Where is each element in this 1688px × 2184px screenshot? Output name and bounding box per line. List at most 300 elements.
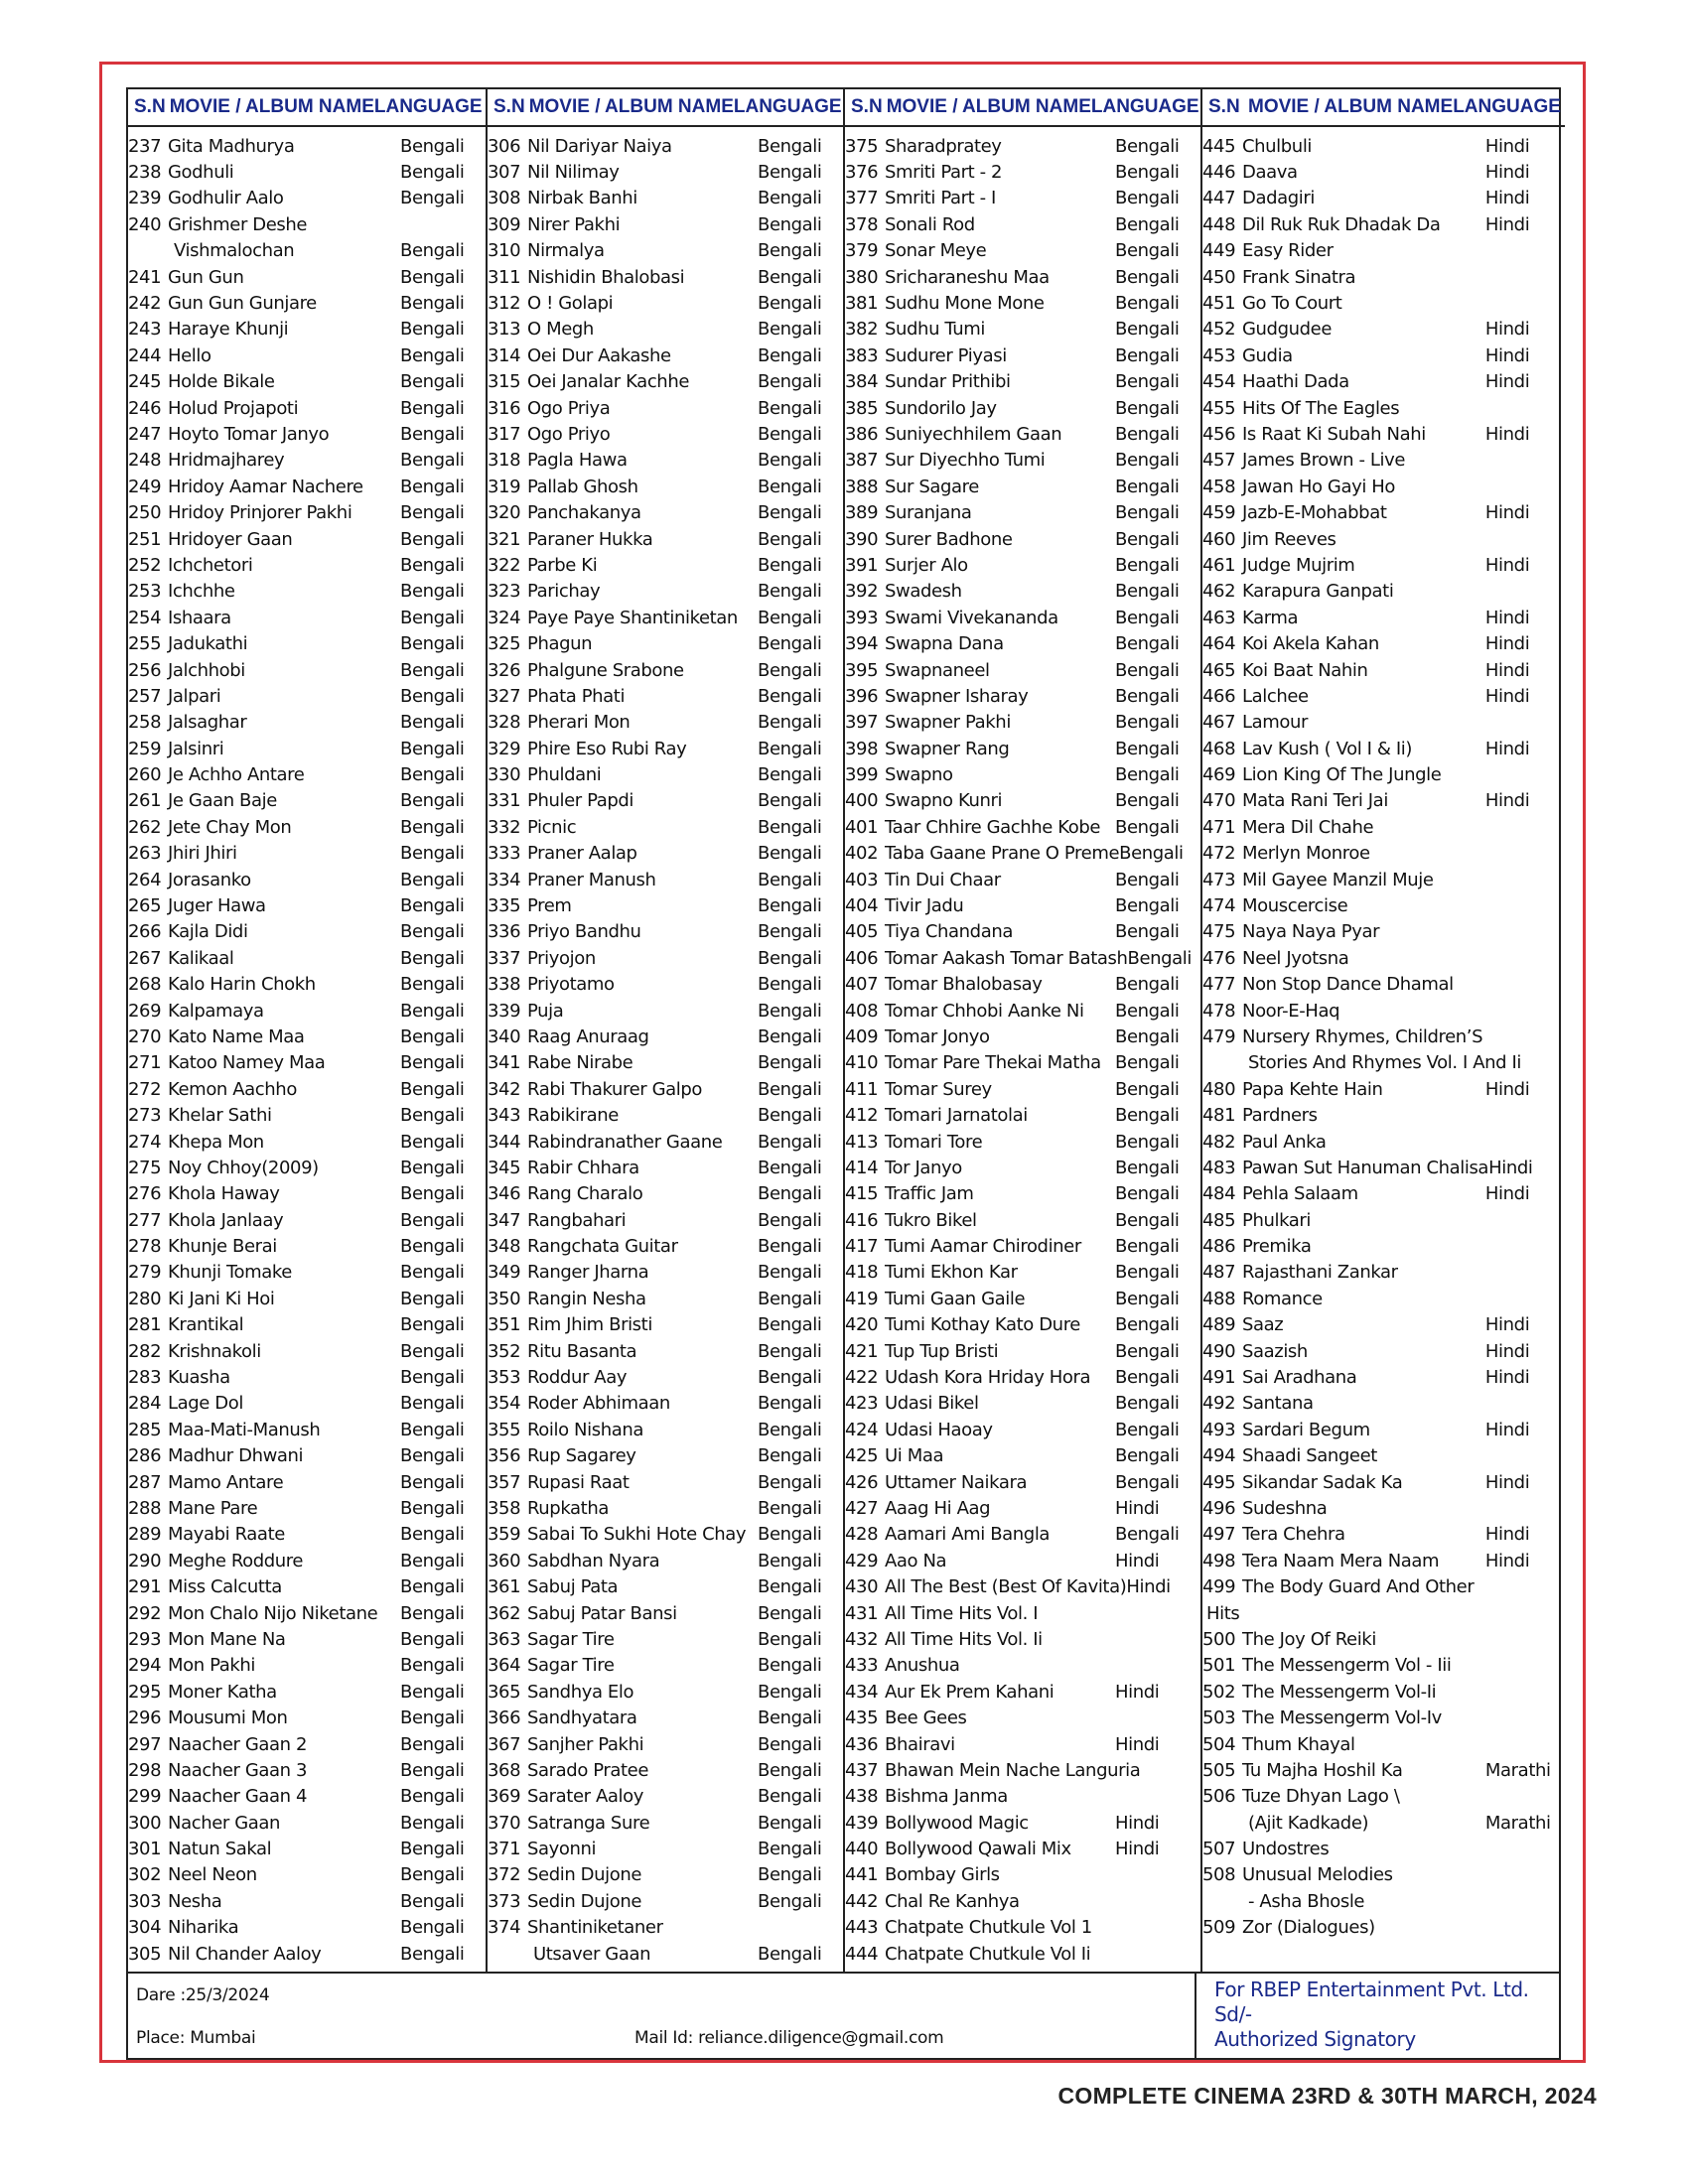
album-name: Go To Court bbox=[1242, 293, 1342, 315]
table-row bbox=[488, 579, 843, 605]
album-name: Aamari Ami Bangla bbox=[885, 1524, 1051, 1546]
column-header bbox=[845, 89, 1200, 127]
serial-number: 458 bbox=[1202, 476, 1236, 497]
table-row bbox=[128, 1233, 486, 1259]
serial-number: 336 bbox=[488, 921, 521, 943]
language: Bengali bbox=[400, 1078, 465, 1100]
serial-number: 389 bbox=[845, 502, 879, 524]
language: Bengali bbox=[400, 1524, 465, 1546]
table-row bbox=[1202, 1076, 1565, 1102]
album-name: Swapner Isharay bbox=[885, 685, 1029, 707]
table-row bbox=[128, 1076, 486, 1102]
table-row bbox=[128, 238, 486, 264]
serial-number: 332 bbox=[488, 816, 521, 838]
serial-number: 509 bbox=[1202, 1917, 1236, 1939]
album-name: All The Best (Best Of Kavita) bbox=[885, 1576, 1127, 1598]
album-name: Gita Madhurya bbox=[168, 135, 295, 157]
language: Bengali bbox=[400, 843, 465, 865]
sd-text: Sd/- bbox=[1214, 2002, 1252, 2026]
table-row bbox=[128, 1495, 486, 1521]
table-row bbox=[488, 1836, 843, 1861]
serial-number: 437 bbox=[845, 1759, 879, 1781]
table-row bbox=[1202, 630, 1565, 656]
album-name: Zor (Dialogues) bbox=[1242, 1917, 1375, 1939]
serial-number: 507 bbox=[1202, 1839, 1236, 1860]
language: Bengali bbox=[758, 1445, 822, 1467]
serial-number: 491 bbox=[1202, 1367, 1236, 1389]
language: Bengali bbox=[400, 738, 465, 759]
album-name: Udasi Bikel bbox=[885, 1393, 979, 1415]
album-name: Rupkatha bbox=[527, 1498, 609, 1519]
language: Bengali bbox=[1115, 1288, 1180, 1309]
serial-number: 237 bbox=[128, 135, 162, 157]
table-row bbox=[1202, 395, 1565, 421]
album-name: Traffic Jam bbox=[885, 1183, 974, 1205]
table-row bbox=[128, 1626, 486, 1652]
album-name: Unusual Melodies bbox=[1242, 1864, 1393, 1886]
language: Bengali bbox=[758, 213, 822, 235]
serial-number: 456 bbox=[1202, 423, 1236, 445]
language: Hindi bbox=[1484, 188, 1530, 209]
notice-footer bbox=[126, 1974, 1561, 2060]
serial-number: 255 bbox=[128, 633, 162, 655]
table-row bbox=[1202, 133, 1565, 159]
language: Bengali bbox=[400, 1602, 465, 1624]
album-name: Jawan Ho Gayi Ho bbox=[1242, 476, 1395, 497]
language: Bengali bbox=[1115, 1471, 1180, 1493]
album-name: Sedin Dujone bbox=[527, 1864, 642, 1886]
table-row bbox=[845, 1573, 1200, 1599]
table-row bbox=[488, 1076, 843, 1102]
language: Bengali bbox=[1115, 450, 1180, 472]
serial-number: 431 bbox=[845, 1602, 879, 1624]
table-row bbox=[845, 369, 1200, 395]
language: Bengali bbox=[400, 1839, 465, 1860]
serial-number: 422 bbox=[845, 1367, 879, 1389]
serial-number: 387 bbox=[845, 450, 879, 472]
table-row bbox=[845, 317, 1200, 342]
serial-number: 393 bbox=[845, 607, 879, 628]
album-name: Bombay Girls bbox=[885, 1864, 1000, 1886]
album-name: - Asha Bhosle bbox=[1248, 1890, 1365, 1912]
serial-number: 408 bbox=[845, 1000, 879, 1022]
album-name: Udasi Haoay bbox=[885, 1419, 993, 1440]
album-name: Kajla Didi bbox=[168, 921, 248, 943]
language: Bengali bbox=[400, 1052, 465, 1074]
serial-number: 302 bbox=[128, 1864, 162, 1886]
table-row bbox=[845, 657, 1200, 683]
table-row bbox=[845, 474, 1200, 499]
serial-number: 257 bbox=[128, 685, 162, 707]
serial-number: 371 bbox=[488, 1839, 521, 1860]
table-row bbox=[128, 317, 486, 342]
table-row bbox=[845, 1495, 1200, 1521]
table-row bbox=[128, 186, 486, 211]
language: Bengali bbox=[758, 816, 822, 838]
serial-number: 440 bbox=[845, 1839, 879, 1860]
album-name: Rajasthani Zankar bbox=[1242, 1262, 1398, 1284]
table-row bbox=[845, 1600, 1200, 1626]
album-name: Rabindranather Gaane bbox=[527, 1131, 723, 1153]
language: Bengali bbox=[758, 1157, 822, 1178]
language: Hindi bbox=[1484, 1367, 1530, 1389]
language: Bengali bbox=[758, 659, 822, 681]
serial-number: 430 bbox=[845, 1576, 879, 1598]
table-row bbox=[1202, 814, 1565, 840]
album-name: Naacher Gaan 3 bbox=[168, 1759, 308, 1781]
serial-number: 300 bbox=[128, 1812, 162, 1834]
serial-number: 374 bbox=[488, 1917, 521, 1939]
album-name: Saaz bbox=[1242, 1314, 1284, 1336]
serial-number: 492 bbox=[1202, 1393, 1236, 1415]
serial-number: 399 bbox=[845, 764, 879, 786]
language: Bengali bbox=[400, 1786, 465, 1808]
language: Bengali bbox=[758, 581, 822, 603]
list-column-3 bbox=[843, 89, 1200, 1972]
table-row bbox=[845, 1626, 1200, 1652]
table-row bbox=[488, 1705, 843, 1730]
serial-number: 322 bbox=[488, 554, 521, 576]
table-row bbox=[488, 1260, 843, 1286]
footer-divider bbox=[1195, 1974, 1196, 2058]
language: Hindi bbox=[1484, 1340, 1530, 1362]
language: Bengali bbox=[758, 1131, 822, 1153]
table-row bbox=[128, 421, 486, 447]
table-row bbox=[128, 1600, 486, 1626]
serial-number: 289 bbox=[128, 1524, 162, 1546]
language: Hindi bbox=[1484, 502, 1530, 524]
language: Bengali bbox=[400, 188, 465, 209]
album-name: All Time Hits Vol. Ii bbox=[885, 1628, 1043, 1650]
album-name: Papa Kehte Hain bbox=[1242, 1078, 1383, 1100]
language: Bengali bbox=[400, 162, 465, 184]
serial-number: 444 bbox=[845, 1943, 879, 1965]
album-name: Swami Vivekananda bbox=[885, 607, 1058, 628]
serial-number: 499 bbox=[1202, 1576, 1236, 1598]
album-name: Sanjher Pakhi bbox=[527, 1733, 644, 1755]
album-name: Holde Bikale bbox=[168, 371, 275, 393]
date-text: Dare :25/3/2024 bbox=[136, 1985, 270, 2005]
album-name: Praner Aalap bbox=[527, 843, 637, 865]
table-row bbox=[128, 1705, 486, 1730]
table-row bbox=[1202, 1810, 1565, 1836]
language: Bengali bbox=[758, 1890, 822, 1912]
serial-number: 284 bbox=[128, 1393, 162, 1415]
publication-caption: COMPLETE CINEMA 23RD & 30TH MARCH, 2024 bbox=[1057, 2083, 1597, 2109]
serial-number: 445 bbox=[1202, 135, 1236, 157]
serial-number: 334 bbox=[488, 869, 521, 890]
table-row bbox=[488, 1050, 843, 1076]
language: Bengali bbox=[400, 450, 465, 472]
album-name: Undostres bbox=[1242, 1839, 1330, 1860]
column-rows bbox=[128, 133, 486, 1967]
album-name: Nacher Gaan bbox=[168, 1812, 281, 1834]
album-name: Frank Sinatra bbox=[1242, 266, 1356, 288]
table-row bbox=[128, 892, 486, 918]
language: Bengali bbox=[758, 685, 822, 707]
serial-number: 396 bbox=[845, 685, 879, 707]
language: Bengali bbox=[400, 869, 465, 890]
language: Bengali bbox=[400, 476, 465, 497]
album-name: Nirmalya bbox=[527, 240, 605, 262]
language: Bengali bbox=[400, 293, 465, 315]
language: Hindi bbox=[1484, 607, 1530, 628]
album-name: Sandhya Elo bbox=[527, 1681, 634, 1703]
serial-number: 333 bbox=[488, 843, 521, 865]
serial-number: 238 bbox=[128, 162, 162, 184]
serial-number: 412 bbox=[845, 1105, 879, 1127]
album-name: Khunje Berai bbox=[168, 1236, 277, 1258]
serial-number: 494 bbox=[1202, 1445, 1236, 1467]
serial-number: 497 bbox=[1202, 1524, 1236, 1546]
language: Bengali bbox=[400, 1183, 465, 1205]
serial-number: 400 bbox=[845, 790, 879, 812]
serial-number: 415 bbox=[845, 1183, 879, 1205]
table-row bbox=[1202, 841, 1565, 867]
table-row bbox=[1202, 1443, 1565, 1469]
serial-number: 329 bbox=[488, 738, 521, 759]
language: Bengali bbox=[1115, 1183, 1180, 1205]
table-row bbox=[845, 1391, 1200, 1417]
album-name: Sundar Prithibi bbox=[885, 371, 1011, 393]
album-name: Prem bbox=[527, 895, 572, 917]
language: Bengali bbox=[1115, 397, 1180, 419]
serial-number: 442 bbox=[845, 1890, 879, 1912]
album-name: Tukro Bikel bbox=[885, 1209, 977, 1231]
serial-number: 503 bbox=[1202, 1707, 1236, 1729]
serial-number: 335 bbox=[488, 895, 521, 917]
album-name: Rangin Nesha bbox=[527, 1288, 646, 1309]
album-name: Tumi Kothay Kato Dure bbox=[885, 1314, 1080, 1336]
header-name: MOVIE / ALBUM NAME bbox=[528, 96, 734, 117]
table-row bbox=[1202, 1391, 1565, 1417]
serial-number: 321 bbox=[488, 528, 521, 550]
table-row bbox=[128, 683, 486, 709]
table-row bbox=[488, 1626, 843, 1652]
table-row bbox=[128, 1731, 486, 1757]
language: Bengali bbox=[1115, 1314, 1180, 1336]
album-name: Neel Neon bbox=[168, 1864, 257, 1886]
serial-number: 357 bbox=[488, 1471, 521, 1493]
table-row bbox=[845, 1102, 1200, 1128]
serial-number: 423 bbox=[845, 1393, 879, 1415]
table-row bbox=[488, 1784, 843, 1810]
album-name: Kato Name Maa bbox=[168, 1025, 305, 1047]
header-name: MOVIE / ALBUM NAME bbox=[886, 96, 1091, 117]
album-name: Godhuli bbox=[168, 162, 234, 184]
album-name: Aur Ek Prem Kahani bbox=[885, 1681, 1055, 1703]
serial-number: 349 bbox=[488, 1262, 521, 1284]
table-row bbox=[488, 238, 843, 264]
table-row bbox=[128, 867, 486, 892]
table-row bbox=[845, 290, 1200, 316]
album-name: Mane Pare bbox=[168, 1498, 258, 1519]
table-row bbox=[128, 998, 486, 1024]
table-row bbox=[128, 1391, 486, 1417]
language: Bengali bbox=[400, 344, 465, 366]
language: Bengali bbox=[758, 1943, 822, 1965]
serial-number: 353 bbox=[488, 1367, 521, 1389]
serial-number: 369 bbox=[488, 1786, 521, 1808]
album-name: Sedin Dujone bbox=[527, 1890, 642, 1912]
table-row bbox=[1202, 919, 1565, 945]
table-row bbox=[845, 1915, 1200, 1941]
serial-number: 480 bbox=[1202, 1078, 1236, 1100]
serial-number: 383 bbox=[845, 344, 879, 366]
column-header bbox=[128, 89, 486, 127]
table-row bbox=[845, 972, 1200, 998]
language: Bengali bbox=[1115, 1445, 1180, 1467]
language: Bengali bbox=[758, 1236, 822, 1258]
language: Bengali bbox=[1115, 1000, 1180, 1022]
language: Hindi bbox=[1115, 1812, 1160, 1834]
header-name: MOVIE / ALBUM NAME bbox=[1248, 96, 1454, 117]
serial-number: 425 bbox=[845, 1445, 879, 1467]
table-row bbox=[488, 1731, 843, 1757]
serial-number: 493 bbox=[1202, 1419, 1236, 1440]
language: Bengali bbox=[1115, 528, 1180, 550]
table-row bbox=[128, 1286, 486, 1311]
album-name: Pardners bbox=[1242, 1105, 1318, 1127]
album-name: Ranger Jharna bbox=[527, 1262, 649, 1284]
language: Bengali bbox=[758, 895, 822, 917]
album-name: Hridoy Aamar Nachere bbox=[168, 476, 363, 497]
table-row bbox=[1202, 1495, 1565, 1521]
table-row bbox=[845, 1941, 1200, 1967]
album-name: O Megh bbox=[527, 319, 594, 341]
album-name: Je Gaan Baje bbox=[168, 790, 277, 812]
language: Bengali bbox=[1115, 1262, 1180, 1284]
serial-number: 404 bbox=[845, 895, 879, 917]
language: Bengali bbox=[1115, 764, 1180, 786]
serial-number: 439 bbox=[845, 1812, 879, 1834]
album-name: Sabuj Pata bbox=[527, 1576, 619, 1598]
album-name: Bishma Janma bbox=[885, 1786, 1008, 1808]
serial-number: 260 bbox=[128, 764, 162, 786]
language: Bengali bbox=[1115, 685, 1180, 707]
table-row bbox=[128, 1862, 486, 1888]
serial-number: 291 bbox=[128, 1576, 162, 1598]
album-name: Koi Baat Nahin bbox=[1242, 659, 1368, 681]
table-row bbox=[845, 605, 1200, 630]
serial-number: 460 bbox=[1202, 528, 1236, 550]
album-name: Paraner Hukka bbox=[527, 528, 653, 550]
serial-number: 406 bbox=[845, 947, 879, 969]
album-name: Jalsinri bbox=[168, 738, 224, 759]
album-name: Krantikal bbox=[168, 1314, 244, 1336]
language: Bengali bbox=[400, 1576, 465, 1598]
album-name: The Messengerm Vol-Ii bbox=[1242, 1681, 1437, 1703]
album-name: Hello bbox=[168, 344, 211, 366]
table-row bbox=[128, 1417, 486, 1442]
language: Hindi bbox=[1484, 633, 1530, 655]
serial-number: 469 bbox=[1202, 764, 1236, 786]
album-name: Chal Re Kanhya bbox=[885, 1890, 1020, 1912]
language: Bengali bbox=[758, 1759, 822, 1781]
table-row bbox=[1202, 290, 1565, 316]
album-name: Ritu Basanta bbox=[527, 1340, 637, 1362]
serial-number: 348 bbox=[488, 1236, 521, 1258]
album-name: Lamour bbox=[1242, 712, 1309, 734]
table-row bbox=[845, 761, 1200, 787]
album-name: Nirbak Banhi bbox=[527, 188, 637, 209]
language: Bengali bbox=[1115, 1340, 1180, 1362]
language: Bengali bbox=[400, 607, 465, 628]
serial-number: 365 bbox=[488, 1681, 521, 1703]
album-name: Bollywood Qawali Mix bbox=[885, 1839, 1071, 1860]
album-name: Maa-Mati-Manush bbox=[168, 1419, 321, 1440]
serial-number: 421 bbox=[845, 1340, 879, 1362]
table-row bbox=[1202, 1364, 1565, 1390]
serial-number: 434 bbox=[845, 1681, 879, 1703]
table-row bbox=[488, 1024, 843, 1049]
serial-number: 241 bbox=[128, 266, 162, 288]
language: Bengali bbox=[758, 344, 822, 366]
album-name: Parbe Ki bbox=[527, 554, 598, 576]
table-row bbox=[128, 264, 486, 290]
serial-number: 418 bbox=[845, 1262, 879, 1284]
serial-number: 276 bbox=[128, 1183, 162, 1205]
serial-number: 272 bbox=[128, 1078, 162, 1100]
table-row bbox=[845, 552, 1200, 578]
table-row bbox=[845, 1757, 1200, 1783]
table-row bbox=[488, 1312, 843, 1338]
serial-number: 342 bbox=[488, 1078, 521, 1100]
table-row bbox=[845, 238, 1200, 264]
serial-number: 265 bbox=[128, 895, 162, 917]
serial-number: 344 bbox=[488, 1131, 521, 1153]
table-row bbox=[488, 186, 843, 211]
serial-number: 307 bbox=[488, 162, 521, 184]
album-name: Lion King Of The Jungle bbox=[1242, 764, 1442, 786]
album-name: Phuler Papdi bbox=[527, 790, 633, 812]
serial-number: 411 bbox=[845, 1078, 879, 1100]
table-row bbox=[845, 1364, 1200, 1390]
language: Bengali bbox=[400, 1000, 465, 1022]
album-name: Rupasi Raat bbox=[527, 1471, 630, 1493]
serial-number: 392 bbox=[845, 581, 879, 603]
language: Bengali bbox=[400, 1209, 465, 1231]
album-name: Jorasanko bbox=[168, 869, 251, 890]
table-row bbox=[488, 1391, 843, 1417]
language: Bengali bbox=[400, 921, 465, 943]
serial-number: 243 bbox=[128, 319, 162, 341]
serial-number: 281 bbox=[128, 1314, 162, 1336]
serial-number: 245 bbox=[128, 371, 162, 393]
table-row bbox=[128, 1548, 486, 1573]
language: Bengali bbox=[400, 816, 465, 838]
album-name: Tomar Surey bbox=[885, 1078, 992, 1100]
language: Bengali bbox=[758, 869, 822, 890]
table-row bbox=[845, 1784, 1200, 1810]
column-header bbox=[1202, 89, 1565, 127]
album-name: Ogo Priyo bbox=[527, 423, 611, 445]
table-row bbox=[845, 1731, 1200, 1757]
language: Bengali bbox=[1115, 712, 1180, 734]
table-row bbox=[128, 1181, 486, 1207]
header-language: LANGUAGE bbox=[1090, 96, 1199, 117]
language: Bengali bbox=[758, 476, 822, 497]
serial-number: 273 bbox=[128, 1105, 162, 1127]
language: Bengali bbox=[400, 633, 465, 655]
table-row bbox=[488, 1548, 843, 1573]
album-name: Gudia bbox=[1242, 344, 1293, 366]
album-name: Tu Majha Hoshil Ka bbox=[1242, 1759, 1403, 1781]
album-name: Nishidin Bhalobasi bbox=[527, 266, 685, 288]
album-name: Panchakanya bbox=[527, 502, 641, 524]
table-row bbox=[128, 1784, 486, 1810]
serial-number: 297 bbox=[128, 1733, 162, 1755]
